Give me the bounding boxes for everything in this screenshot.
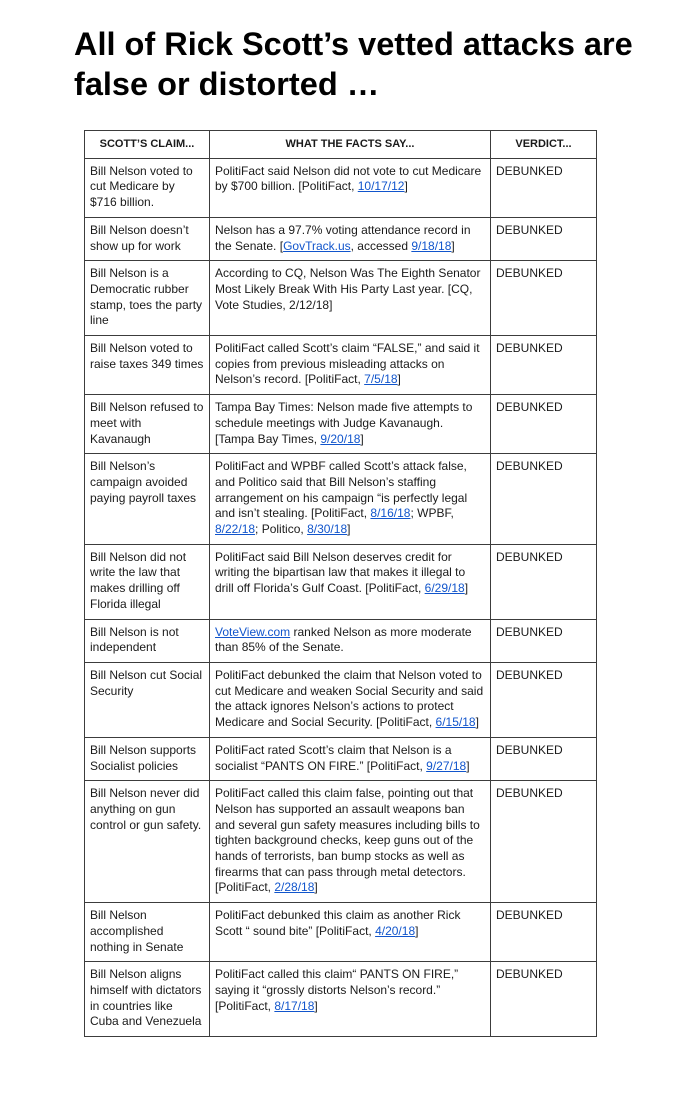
source-link[interactable]: VoteView.com: [215, 624, 291, 639]
fact-text: PolitiFact debunked this claim as another Rick Scott “ sound bite” [PolitiFact,: [215, 908, 461, 938]
source-link[interactable]: 8/17/18: [274, 998, 315, 1013]
claim-cell: Bill Nelson is a Democratic rubber stamp, toes the party line: [85, 261, 210, 336]
source-link[interactable]: 2/28/18: [274, 880, 315, 895]
source-link[interactable]: 6/29/18: [424, 581, 465, 596]
facts-cell: [210, 336, 491, 395]
verdict-cell: DEBUNKED: [491, 903, 597, 962]
facts-cell: [210, 737, 491, 780]
facts-cell: [210, 962, 491, 1037]
claim-cell: Bill Nelson voted to cut Medicare by $716 billion.: [85, 158, 210, 217]
source-link[interactable]: GovTrack.us: [283, 238, 351, 253]
table-row: [85, 962, 597, 1037]
fact-text: PolitiFact called Scott’s claim “FALSE,” and said it copies from previous misleading attacks on Nelson’s record. [PolitiFact,: [215, 341, 480, 387]
claim-column-header: SCOTT’S CLAIM...: [85, 131, 210, 159]
verdict-cell: DEBUNKED: [491, 781, 597, 903]
fact-text: PolitiFact said Bill Nelson deserves credit for writing the bipartisan law that makes it illegal to drill off Florida’s Gulf Coast. [PolitiFact,: [215, 549, 466, 596]
table-row: [85, 737, 597, 780]
verdict-cell: DEBUNKED: [491, 158, 597, 217]
facts-cell: [210, 662, 491, 737]
facts-cell: [210, 619, 491, 662]
source-link[interactable]: 7/5/18: [364, 372, 398, 387]
source-link[interactable]: 4/20/18: [375, 923, 416, 938]
fact-text: Nelson has a 97.7% voting attendance record in the Senate. [: [215, 222, 471, 253]
facts-cell: [210, 781, 491, 903]
source-link[interactable]: 9/20/18: [320, 431, 361, 446]
claim-cell: Bill Nelson cut Social Security: [85, 662, 210, 737]
claim-cell: Bill Nelson voted to raise taxes 349 times: [85, 336, 210, 395]
claim-cell: Bill Nelson supports Socialist policies: [85, 737, 210, 780]
table-row: [85, 217, 597, 260]
table-row: [85, 336, 597, 395]
fact-text: ]: [347, 522, 351, 537]
facts-cell: [210, 544, 491, 619]
fact-text: ]: [314, 880, 318, 895]
fact-text: ]: [415, 923, 419, 938]
verdict-cell: DEBUNKED: [491, 962, 597, 1037]
fact-text: ]: [397, 372, 401, 387]
verdict-cell: DEBUNKED: [491, 454, 597, 545]
fact-text: ]: [451, 238, 455, 253]
table-body: [85, 158, 597, 1036]
claim-cell: Bill Nelson never did anything on gun control or gun safety.: [85, 781, 210, 903]
source-link[interactable]: 6/15/18: [435, 715, 476, 730]
fact-text: PolitiFact debunked the claim that Nelson voted to cut Medicare and weaken Social Security and said the attack ignores Nelson’s actions to protect Medicare and Social Security. [PolitiFact,: [215, 667, 484, 730]
verdict-cell: DEBUNKED: [491, 737, 597, 780]
header-row: [85, 131, 597, 159]
fact-text: ]: [466, 758, 470, 773]
claim-cell: Bill Nelson doesn’t show up for work: [85, 217, 210, 260]
claim-cell: Bill Nelson did not write the law that makes drilling off Florida illegal: [85, 544, 210, 619]
fact-text: Tampa Bay Times: Nelson made five attempts to schedule meetings with Judge Kavanaugh. [Tampa Bay Times,: [215, 400, 473, 446]
fact-text: ]: [464, 581, 469, 596]
source-link[interactable]: 10/17/12: [357, 179, 405, 194]
fact-text: ]: [314, 998, 318, 1013]
fact-text: PolitiFact rated Scott’s claim that Nelson is a socialist “PANTS ON FIRE.” [PolitiFact,: [215, 742, 452, 773]
facts-cell: [210, 395, 491, 454]
fact-text: PolitiFact and WPBF called Scott’s attack false, and Politico said that Bill Nelson’s staffing arrangement on his campaign “is perfectly legal and isn’t stealing. [PolitiFact,: [215, 459, 468, 521]
claims-table: [84, 130, 597, 1037]
facts-cell: [210, 454, 491, 545]
fact-text: ]: [404, 179, 408, 194]
fact-text: PolitiFact said Nelson did not vote to cut Medicare by $700 billion. [PolitiFact,: [215, 163, 482, 194]
fact-text: ]: [360, 431, 364, 446]
fact-text: PolitiFact called this claim“ PANTS ON FIRE,” saying it “grossly distorts Nelson’s record.” [PolitiFact,: [215, 967, 459, 1013]
claim-cell: Bill Nelson accomplished nothing in Senate: [85, 903, 210, 962]
table-row: [85, 903, 597, 962]
verdict-cell: DEBUNKED: [491, 336, 597, 395]
claim-cell: Bill Nelson refused to meet with Kavanaugh: [85, 395, 210, 454]
table-row: [85, 781, 597, 903]
fact-text: , accessed: [350, 238, 412, 253]
source-link[interactable]: 9/18/18: [411, 238, 452, 253]
facts-cell: [210, 217, 491, 260]
facts-cell: [210, 903, 491, 962]
table-row: [85, 619, 597, 662]
table-row: [85, 395, 597, 454]
verdict-cell: DEBUNKED: [491, 619, 597, 662]
claim-cell: Bill Nelson’s campaign avoided paying payroll taxes: [85, 454, 210, 545]
fact-text: ; Politico,: [255, 522, 308, 537]
claim-cell: Bill Nelson aligns himself with dictators in countries like Cuba and Venezuela: [85, 962, 210, 1037]
source-link[interactable]: 8/16/18: [370, 506, 411, 521]
verdict-cell: DEBUNKED: [491, 217, 597, 260]
facts-column-header: WHAT THE FACTS SAY...: [210, 131, 491, 159]
facts-cell: [210, 261, 491, 336]
verdict-cell: DEBUNKED: [491, 544, 597, 619]
verdict-column-header: VERDICT...: [491, 131, 597, 159]
fact-text: ]: [475, 715, 479, 730]
fact-text: ; WPBF,: [410, 506, 454, 521]
table-row: [85, 261, 597, 336]
fact-text: ranked Nelson as more moderate than 85% of the Senate.: [215, 624, 472, 655]
fact-text: PolitiFact called this claim false, pointing out that Nelson has supported an assault weapons ban and several gun safety measures including bills to tighten background checks, keep guns out of the hands of terrorists, ban bump stocks as well as firearms that can pass through metal detectors. [PolitiFact,: [215, 786, 480, 895]
fact-text: According to CQ, Nelson Was The Eighth Senator Most Likely Break With His Party Last year. [CQ, Vote Studies, 2/12/18]: [215, 266, 481, 312]
table-row: [85, 544, 597, 619]
verdict-cell: DEBUNKED: [491, 662, 597, 737]
claim-cell: Bill Nelson is not independent: [85, 619, 210, 662]
source-link[interactable]: 8/22/18: [215, 522, 256, 537]
source-link[interactable]: 8/30/18: [307, 522, 348, 537]
table-row: [85, 158, 597, 217]
verdict-cell: DEBUNKED: [491, 395, 597, 454]
source-link[interactable]: 9/27/18: [426, 758, 467, 773]
table-row: [85, 454, 597, 545]
facts-cell: [210, 158, 491, 217]
verdict-cell: DEBUNKED: [491, 261, 597, 336]
table-row: [85, 662, 597, 737]
page-title: All of Rick Scott’s vetted attacks are false or distorted …: [74, 26, 633, 102]
